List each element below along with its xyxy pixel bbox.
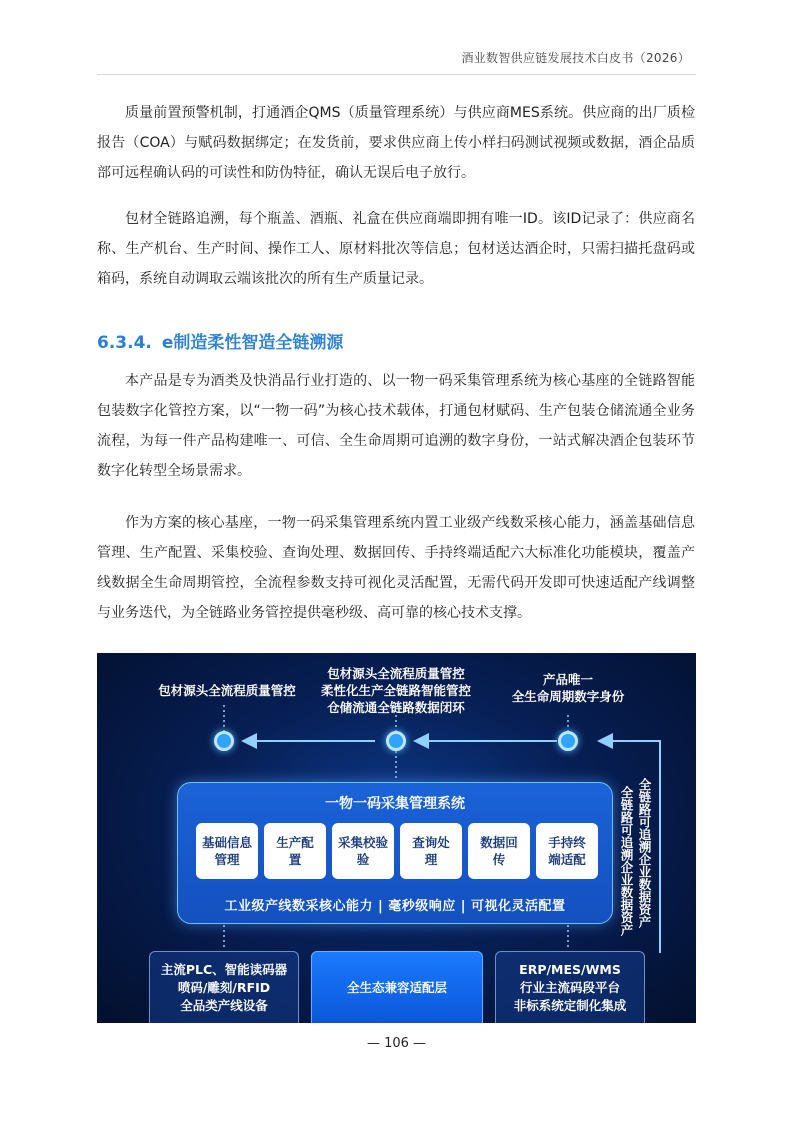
paragraph-product-intro: 本产品是专为酒类及快消品行业打造的、以一物一码采集管理系统为核心基座的全链路智能包装数字化管控方案，以“一物一码”为核心技术载体，打通包材赋码、生产包装仓储流通全业务流程，为每一件产品构建唯一、可信、全生命周期可追溯的数字身份，一站式解决酒企包装环节数字化转型全场景需求。 xyxy=(97,373,695,479)
document-title: 酒业数智供应链发展技术白皮书（2026） xyxy=(461,51,690,65)
bottom-box-systems: ERP/MES/WMS 行业主流码段平台 非标系统定制化集成 xyxy=(495,951,645,1023)
side-text-inner: 全链路可追溯企业数据资产 xyxy=(619,786,634,936)
label-right-line-2: 全生命周期数字身份 xyxy=(511,689,625,704)
core-caption: 工业级产线数采核心能力 | 毫秒级响应 | 可视化灵活配置 xyxy=(224,899,566,914)
label-packaging-source: 包材源头全流程质量管控 xyxy=(158,683,296,698)
core-system-panel xyxy=(177,782,613,924)
node-left xyxy=(214,731,234,751)
module-handheld-adapter: 手持终 端适配 xyxy=(536,823,598,879)
module-data-return: 数据回 传 xyxy=(468,823,530,879)
label-right-line-1: 产品唯一 xyxy=(542,672,593,687)
section-heading xyxy=(97,328,353,353)
paragraph-qms: 质量前置预警机制，打通酒企QMS（质量管理系统）与供应商MES系统。供应商的出厂质检报告（COA）与赋码数据绑定；在发货前，要求供应商上传小样扫码测试视频或数据，酒企品质部可远程确认码的可读性和防伪特征，确认无误后电子放行。 xyxy=(97,105,695,181)
section-paragraph-1 xyxy=(97,366,695,486)
module-basic-info: 基础信息 管理 xyxy=(196,823,258,879)
architecture-diagram xyxy=(97,653,696,1023)
node-middle xyxy=(386,731,406,751)
module-collection-check: 采集校验 验 xyxy=(332,823,394,879)
bottom-box-ecosystem: 全生态兼容适配层 xyxy=(311,951,483,1023)
label-product-identity xyxy=(498,671,638,705)
top-paragraphs xyxy=(97,98,695,188)
bottom-box-devices: 主流PLC、智能读码器 喷码/雕刻/RFID 全品类产线设备 xyxy=(149,951,299,1023)
node-right xyxy=(558,731,578,751)
module-production-config: 生产配 置 xyxy=(264,823,326,879)
header-divider xyxy=(97,74,696,75)
label-middle-line-3: 仓储流通全链路数据闭环 xyxy=(327,700,465,715)
section-title: e制造柔性智造全链溯源 xyxy=(161,333,344,353)
side-text-outer: 全链路可追溯企业数据资产 xyxy=(637,778,652,928)
section-paragraph-2 xyxy=(97,508,695,628)
section-number: 6.3.4. xyxy=(97,333,152,353)
page-header xyxy=(0,0,793,80)
label-middle-line-1: 包材源头全流程质量管控 xyxy=(327,666,465,681)
paragraph-core-base: 作为方案的核心基座，一物一码采集管理系统内置工业级产线数采核心能力，涵盖基础信息管理、生产配置、采集校验、查询处理、数据回传、手持终端适配六大标准化功能模块，覆盖产线数据全生命周期管控，全流程参数支持可视化灵活配置，无需代码开发即可快速适配产线调整与业务迭代，为全链路业务管控提供毫秒级、高可靠的核心技术支撑。 xyxy=(97,515,695,621)
label-middle-line-2: 柔性化生产全链路智能管控 xyxy=(320,683,471,698)
top-paragraphs-2 xyxy=(97,204,695,294)
module-query-processing: 查询处 理 xyxy=(400,823,462,879)
core-title: 一物一码采集管理系统 xyxy=(325,796,465,812)
page-number: — 106 — xyxy=(366,1036,427,1051)
paragraph-traceability: 包材全链路追溯，每个瓶盖、酒瓶、礼盒在供应商端即拥有唯一ID。该ID记录了：供应商名称、生产机台、生产时间、操作工人、原材料批次等信息；包材送达酒企时，只需扫描托盘码或箱码，系统自动调取云端该批次的所有生产质量记录。 xyxy=(97,211,695,287)
label-middle-stack xyxy=(296,665,496,716)
